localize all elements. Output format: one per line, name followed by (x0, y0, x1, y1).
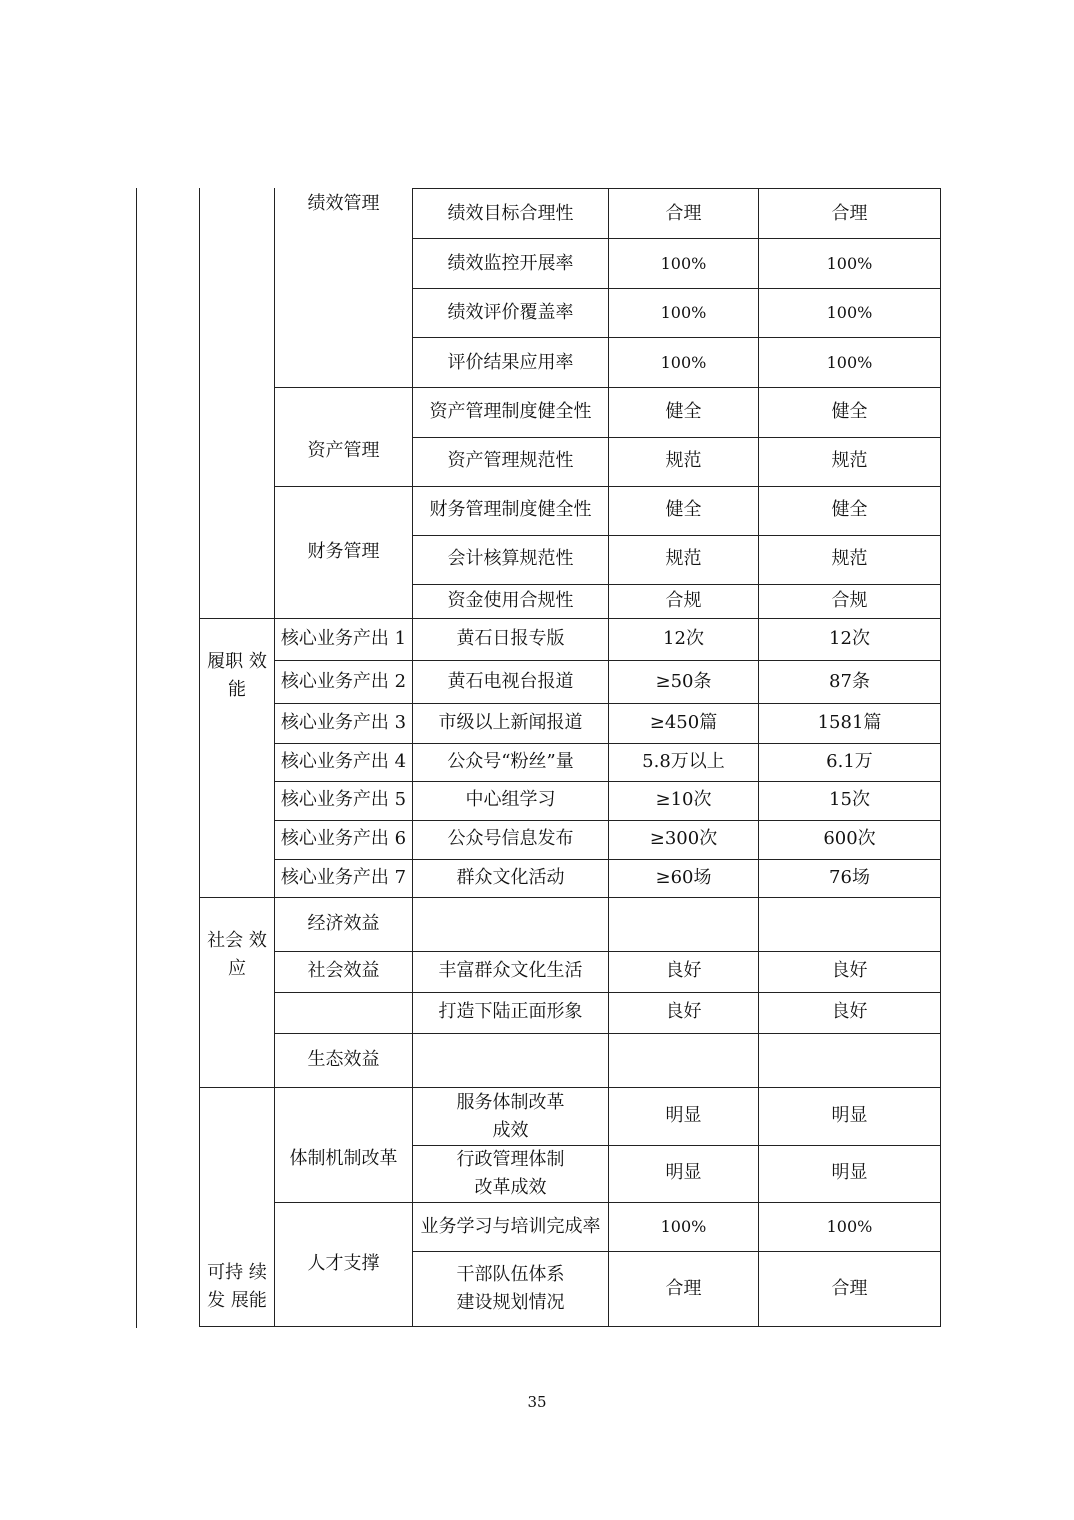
target-cell: 良好 (665, 1001, 702, 1022)
target-cell: ≥50条 (655, 671, 712, 692)
table-border (412, 584, 941, 585)
indicator-cell: 打造下陆正面形象 (438, 1001, 583, 1022)
table-border (412, 535, 941, 536)
actual-cell: 良好 (831, 1001, 868, 1022)
table-border (274, 951, 941, 952)
indicator-cell: 行政管理体制 (456, 1149, 565, 1170)
target-cell: 100% (660, 303, 707, 322)
actual-cell: 100% (826, 303, 873, 322)
target-cell: 合规 (665, 590, 702, 611)
target-cell: 明显 (665, 1105, 702, 1126)
table-border (274, 820, 941, 821)
actual-cell: 100% (826, 254, 873, 273)
target-cell: 合理 (665, 203, 702, 224)
target-cell: 100% (660, 254, 707, 273)
table-border (274, 743, 941, 744)
category-cell: 应 (228, 958, 246, 979)
actual-cell: 合理 (831, 203, 868, 224)
category-cell: 履职 效 (207, 651, 267, 672)
indicator-cell: 改革成效 (474, 1177, 547, 1198)
indicator-cell: 公众号“粉丝”量 (447, 751, 574, 772)
sub-category-cell: 人才支撑 (307, 1253, 380, 1274)
target-cell: ≥300次 (649, 828, 718, 849)
table-border (274, 486, 941, 487)
actual-cell: 12次 (829, 628, 870, 649)
target-cell: ≥450篇 (649, 712, 718, 733)
sub-category-cell: 核心业务产出 1 (280, 628, 407, 649)
actual-cell: 合规 (831, 590, 868, 611)
target-cell: 健全 (665, 401, 702, 422)
target-cell: ≥10次 (655, 789, 712, 810)
actual-cell: 规范 (831, 548, 868, 569)
indicator-cell: 绩效目标合理性 (447, 203, 574, 224)
sub-category-cell: 核心业务产出 3 (280, 712, 407, 733)
table-border (274, 1202, 941, 1203)
actual-cell: 15次 (829, 789, 870, 810)
target-cell: 100% (660, 353, 707, 372)
actual-cell: 100% (826, 353, 873, 372)
indicator-cell: 服务体制改革 (456, 1092, 565, 1113)
target-cell: 健全 (665, 499, 702, 520)
indicator-cell: 建设规划情况 (456, 1292, 565, 1313)
sub-category-cell: 核心业务产出 7 (280, 867, 407, 888)
table-border (274, 781, 941, 782)
indicator-cell: 群众文化活动 (456, 867, 565, 888)
sub-category-cell: 资产管理 (307, 440, 380, 461)
actual-cell: 600次 (823, 828, 876, 849)
sub-category-cell: 绩效管理 (307, 193, 380, 214)
target-cell: 规范 (665, 450, 702, 471)
table-border (274, 660, 941, 661)
indicator-cell: 中心组学习 (465, 789, 556, 810)
sub-category-cell: 经济效益 (307, 913, 380, 934)
indicator-cell: 黄石日报专版 (456, 628, 565, 649)
actual-cell: 6.1万 (826, 751, 873, 772)
sub-category-cell: 核心业务产出 4 (280, 751, 407, 772)
actual-cell: 明显 (831, 1105, 868, 1126)
table-border (199, 1087, 941, 1088)
indicator-cell: 公众号信息发布 (447, 828, 574, 849)
indicator-cell: 资产管理规范性 (447, 450, 574, 471)
category-cell: 发 展能 (207, 1290, 267, 1311)
actual-cell: 健全 (831, 499, 868, 520)
table-border (274, 992, 941, 993)
actual-cell: 1581篇 (817, 712, 882, 733)
category-cell: 可持 续 (207, 1262, 267, 1283)
indicator-cell: 绩效监控开展率 (447, 253, 574, 274)
indicator-cell: 资金使用合规性 (447, 590, 574, 611)
category-cell: 能 (228, 679, 246, 700)
target-cell: 100% (660, 1217, 707, 1236)
indicator-cell: 干部队伍体系 (456, 1264, 565, 1285)
table-border (412, 337, 941, 338)
page-number: 35 (527, 1393, 547, 1411)
target-cell: 12次 (663, 628, 704, 649)
actual-cell: 健全 (831, 401, 868, 422)
actual-cell: 规范 (831, 450, 868, 471)
sub-category-cell: 体制机制改革 (289, 1148, 398, 1169)
table-border (274, 859, 941, 860)
actual-cell: 76场 (829, 867, 870, 888)
target-cell: ≥60场 (655, 867, 712, 888)
sub-category-cell: 核心业务产出 2 (280, 671, 407, 692)
table-border (274, 703, 941, 704)
target-cell: 明显 (665, 1162, 702, 1183)
actual-cell: 明显 (831, 1162, 868, 1183)
indicator-cell: 成效 (492, 1120, 529, 1141)
table-border (412, 1251, 941, 1252)
margin-line (136, 188, 137, 1328)
table-border (412, 238, 941, 239)
sub-category-cell: 核心业务产出 5 (280, 789, 407, 810)
category-cell: 社会 效 (207, 930, 267, 951)
indicator-cell: 市级以上新闻报道 (438, 712, 583, 733)
indicator-cell: 绩效评价覆盖率 (447, 302, 574, 323)
table-border (274, 387, 941, 388)
indicator-cell: 丰富群众文化生活 (438, 960, 583, 981)
sub-category-cell: 核心业务产出 6 (280, 828, 407, 849)
table-border (940, 188, 941, 1327)
actual-cell: 87条 (829, 671, 870, 692)
target-cell: 5.8万以上 (642, 751, 725, 772)
indicator-cell: 评价结果应用率 (447, 352, 574, 373)
actual-cell: 良好 (831, 960, 868, 981)
table-border (199, 188, 200, 618)
indicator-cell: 资产管理制度健全性 (429, 401, 592, 422)
actual-cell: 100% (826, 1217, 873, 1236)
sub-category-cell: 社会效益 (307, 960, 380, 981)
table-border (274, 1033, 941, 1034)
target-cell: 良好 (665, 960, 702, 981)
sub-category-cell: 生态效益 (307, 1049, 380, 1070)
indicator-cell: 业务学习与培训完成率 (420, 1216, 601, 1237)
target-cell: 合理 (665, 1278, 702, 1299)
sub-category-cell: 财务管理 (307, 541, 380, 562)
table-border (412, 288, 941, 289)
actual-cell: 合理 (831, 1278, 868, 1299)
indicator-cell: 财务管理制度健全性 (429, 499, 592, 520)
table-border (412, 188, 941, 189)
table-border (199, 897, 941, 898)
indicator-cell: 会计核算规范性 (447, 548, 574, 569)
table-border (412, 437, 941, 438)
table-border (199, 1326, 941, 1327)
table-border (199, 618, 941, 619)
target-cell: 规范 (665, 548, 702, 569)
indicator-cell: 黄石电视台报道 (447, 671, 574, 692)
